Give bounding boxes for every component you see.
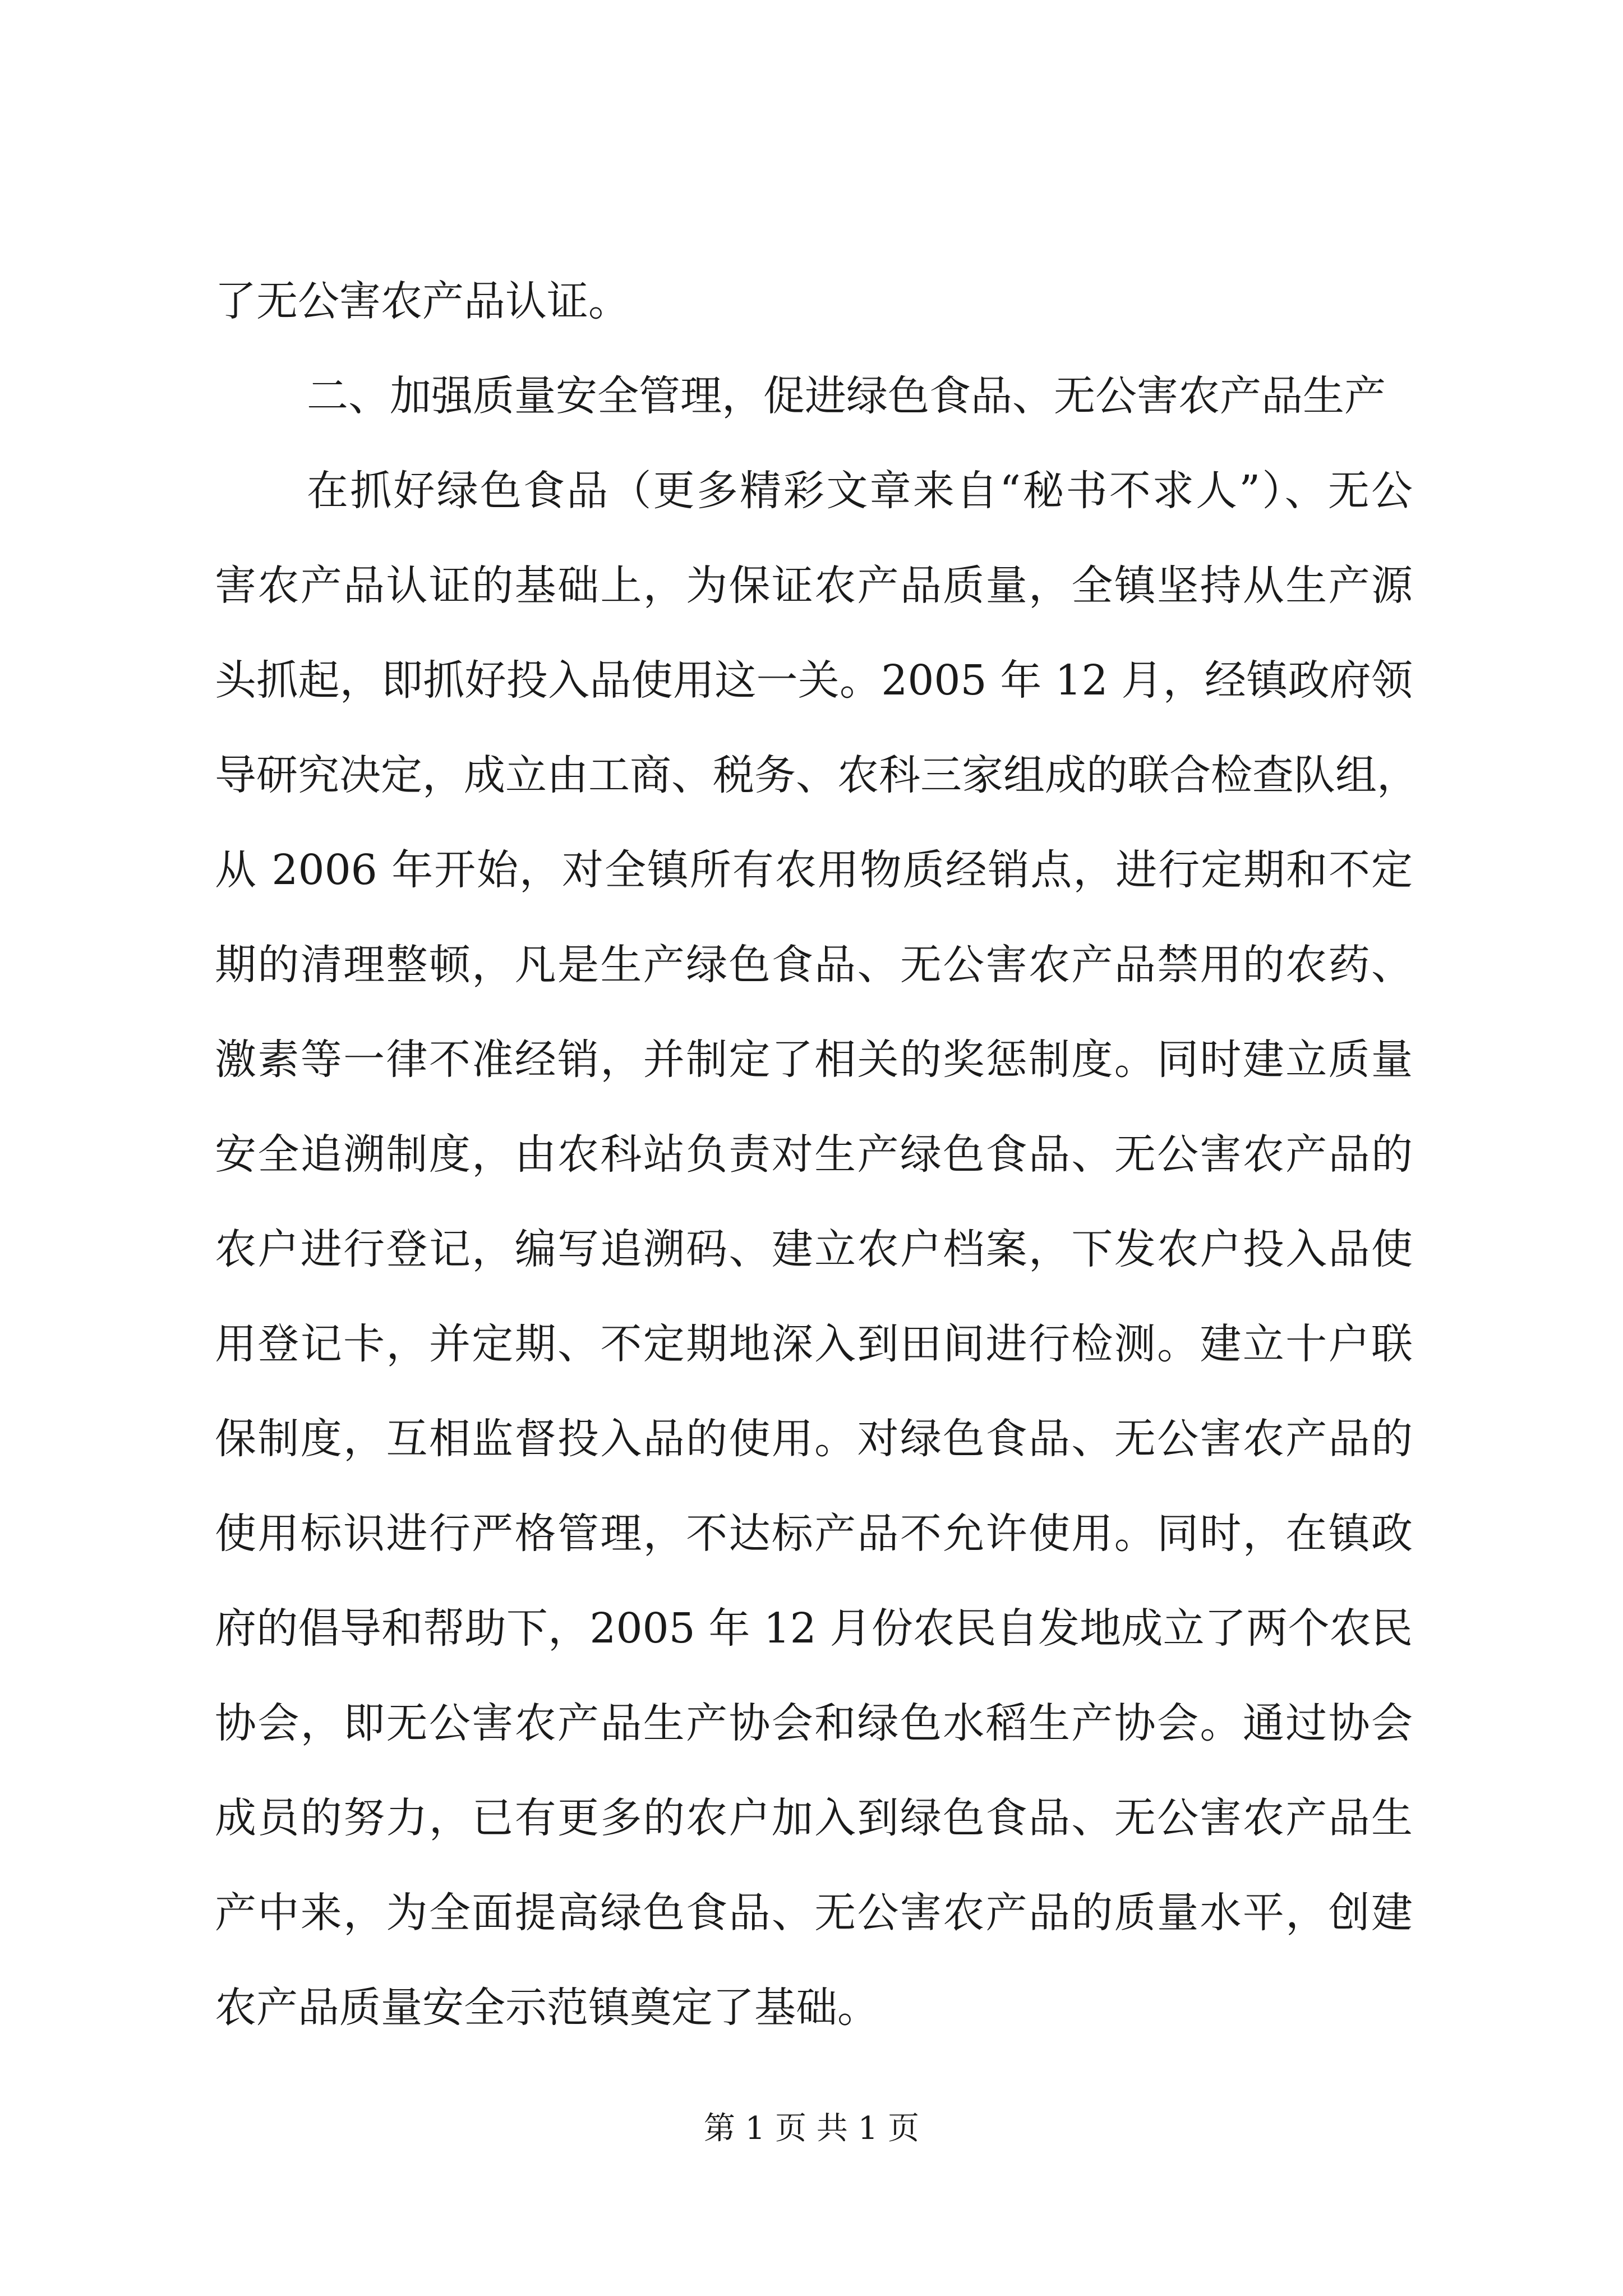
paragraph-line: 从 2006 年开始，对全镇所有农用物质经销点，进行定期和不定 xyxy=(215,846,1413,894)
paragraph-line: 成员的努力，已有更多的农户加入到绿色食品、无公害农产品生 xyxy=(215,1794,1413,1842)
paragraph-line: 期的清理整顿，凡是生产绿色食品、无公害农产品禁用的农药、 xyxy=(215,941,1413,989)
paragraph-line: 协会，即无公害农产品生产协会和绿色水稻生产协会。通过协会 xyxy=(215,1699,1413,1747)
paragraph-line: 了无公害农产品认证。 xyxy=(215,277,630,325)
paragraph-line: 产中来，为全面提高绿色食品、无公害农产品的质量水平，创建 xyxy=(215,1889,1413,1937)
page-number-footer: 第 1 页 共 1 页 xyxy=(703,2110,920,2147)
paragraph-line: 头抓起，即抓好投入品使用这一关。2005 年 12 月，经镇政府领 xyxy=(215,656,1413,705)
body-text xyxy=(215,254,1418,2055)
paragraph-line: 害农产品认证的基础上，为保证农产品质量，全镇坚持从生产源 xyxy=(215,562,1413,610)
paragraph-line: 在抓好绿色食品（更多精彩文章来自“秘书不求人”）、无公 xyxy=(307,467,1413,515)
paragraph-line: 激素等一律不准经销，并制定了相关的奖惩制度。同时建立质量 xyxy=(215,1036,1413,1084)
paragraph-line: 府的倡导和帮助下，2005 年 12 月份农民自发地成立了两个农民 xyxy=(215,1604,1413,1653)
paragraph-line: 农产品质量安全示范镇奠定了基础。 xyxy=(215,1984,879,2032)
paragraph-line: 安全追溯制度，由农科站负责对生产绿色食品、无公害农产品的 xyxy=(215,1130,1413,1179)
paragraph-line: 导研究决定，成立由工商、税务、农科三家组成的联合检查队组， xyxy=(215,751,1418,799)
paragraph-line: 保制度，互相监督投入品的使用。对绿色食品、无公害农产品的 xyxy=(215,1415,1413,1463)
section-heading: 二、加强质量安全管理，促进绿色食品、无公害农产品生产 xyxy=(307,372,1386,420)
paragraph-line: 农户进行登记，编写追溯码、建立农户档案，下发农户投入品使 xyxy=(215,1225,1413,1273)
paragraph-line: 使用标识进行严格管理，不达标产品不允许使用。同时，在镇政 xyxy=(215,1510,1413,1558)
paragraph-line: 用登记卡，并定期、不定期地深入到田间进行检测。建立十户联 xyxy=(215,1320,1413,1368)
